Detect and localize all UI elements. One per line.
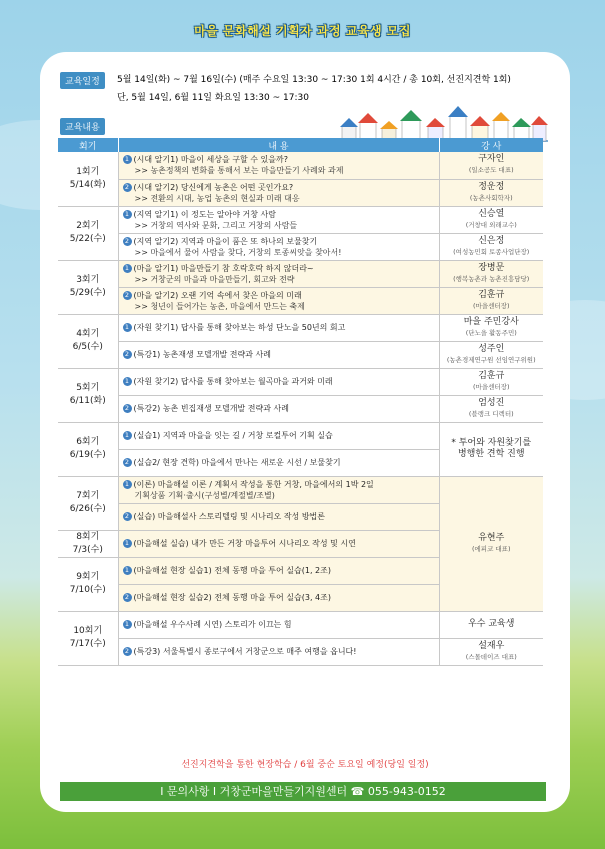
content-cell <box>118 530 439 557</box>
field-trip-note: 선진지견학을 통한 현장학습 / 6월 중순 토요일 예정(당일 일정) <box>181 760 429 770</box>
lecturer-cell <box>439 260 543 287</box>
lecturer-affiliation: 병행한 견학 진행 <box>457 449 525 459</box>
content-title: (자원 찾기1) 답사를 통해 찾아보는 하성 단노을 50년의 회고 <box>133 323 346 332</box>
content-title: (실습1) 지역과 마을을 잇는 길 / 거창 로컬투어 기획 실습 <box>133 431 333 440</box>
round-date: 5/29(수) <box>69 288 106 298</box>
content-title: (실습2/ 현장 견학) 마을에서 만나는 새로운 시선 / 보물찾기 <box>133 458 341 467</box>
content-cell <box>118 395 439 422</box>
lecturer-cell <box>439 368 543 395</box>
table-row <box>58 476 543 503</box>
round-cell <box>58 260 118 314</box>
contact-bar: I 문의사항 I 거창군마을만들기지원센터 ☎ 055-943-0152 <box>60 782 546 801</box>
content-title: (지역 알기2) 지역과 마을이 품은 또 하나의 보물찾기 <box>133 236 318 246</box>
content-subtitle: >> 마을에서 물어 사람을 찾다, 거창의 토종씨앗을 찾아서! <box>134 247 342 257</box>
item-number-badge: 1 <box>123 480 132 489</box>
content-cell <box>118 179 439 206</box>
lecturer-name: 신은정 <box>478 235 505 246</box>
lecturer-cell <box>439 341 543 368</box>
item-number-badge: 1 <box>123 620 132 629</box>
item-number-badge: 1 <box>123 566 132 575</box>
item-number-badge: 2 <box>123 647 132 656</box>
content-main-line <box>123 290 435 301</box>
lecturer-name: 유현주 <box>478 532 505 543</box>
item-number-badge: 1 <box>123 323 132 332</box>
round-cell <box>58 206 118 260</box>
lecturer-affiliation: (농촌경제연구원 선임연구위원) <box>446 355 536 364</box>
round-date: 7/3(수) <box>72 544 103 555</box>
lecturer-name: 구자인 <box>478 154 505 165</box>
table-row <box>58 611 543 638</box>
round-label: 7회기 <box>76 491 100 501</box>
schedule-line-2: 단, 5월 14일, 6월 11일 화요일 13:30 ~ 17:30 <box>117 93 309 103</box>
lecturer-affiliation: (거창대 외래교수) <box>465 220 517 229</box>
content-cell <box>118 287 439 314</box>
item-number-badge: 2 <box>123 183 132 192</box>
content-title: (자원 찾기2) 답사를 통해 찾아보는 월곡마을 과거와 미래 <box>133 377 333 386</box>
table-row <box>58 395 543 422</box>
content-main-line <box>123 479 435 490</box>
content-subtitle: >> 거창군의 마을과 마을만들기, 회고와 전략 <box>134 274 295 284</box>
round-cell <box>58 611 118 665</box>
content-cell <box>118 233 439 260</box>
content-main-line <box>123 619 435 630</box>
round-label: 2회기 <box>76 221 100 231</box>
item-number-badge: 1 <box>123 539 132 548</box>
item-number-badge: 2 <box>123 458 132 467</box>
table-row <box>58 368 543 395</box>
lecturer-affiliation: (농촌사회학자) <box>469 193 513 202</box>
lecturer-name: 우수 교육생 <box>468 619 515 629</box>
content-title: (마을 알기1) 마을만들기 참 호락호락 하지 않더라~ <box>133 263 314 273</box>
round-date: 6/5(수) <box>72 342 103 352</box>
content-cell <box>118 422 439 449</box>
round-cell <box>58 557 118 611</box>
content-main-line <box>123 349 435 360</box>
lecturer-cell <box>439 152 543 179</box>
round-cell <box>58 152 118 206</box>
content-cell <box>118 260 439 287</box>
item-number-badge: 1 <box>123 155 132 164</box>
content-main-line <box>123 646 435 657</box>
content-main-line <box>123 322 435 333</box>
table-row <box>58 314 543 341</box>
table-row <box>58 287 543 314</box>
item-number-badge: 2 <box>123 512 132 521</box>
page-title: 마을 문화해설 기획자 과정 교육생 모집 <box>194 24 411 38</box>
content-main-line <box>123 182 435 193</box>
content-title: (마을해설 현장 실습2) 전체 동행 마을 투어 실습(3, 4조) <box>133 593 331 602</box>
item-number-badge: 2 <box>123 237 132 246</box>
curriculum-table <box>58 138 543 666</box>
village-houses-illustration <box>338 100 548 142</box>
header-round: 회기 <box>58 138 118 152</box>
lecturer-cell <box>439 233 543 260</box>
content-title: (실습) 마을해설사 스토리텔링 및 시나리오 작성 방법론 <box>133 512 326 521</box>
round-label: 6회기 <box>76 437 100 447</box>
content-cell <box>118 206 439 233</box>
content-title: (시대 알기1) 마을이 세상을 구할 수 있을까? <box>133 155 288 165</box>
content-main-line <box>123 236 435 247</box>
lecturer-cell <box>439 179 543 206</box>
content-title: (특강2) 농촌 빈집재생 모델개발 전략과 사례 <box>133 404 289 413</box>
round-label: 3회기 <box>76 275 100 285</box>
lecturer-name: 설재우 <box>478 640 505 651</box>
round-date: 6/19(수) <box>69 450 106 460</box>
round-label: 1회기 <box>76 166 100 177</box>
content-cell <box>118 341 439 368</box>
content-main-line <box>123 592 435 603</box>
lecturer-affiliation: (블랭크 디렉터) <box>468 409 514 418</box>
round-cell <box>58 530 118 557</box>
header-content: 내 용 <box>118 138 439 152</box>
item-number-badge: 2 <box>123 350 132 359</box>
schedule-line-1: 5월 14일(화) ~ 7월 16일(수) (매주 수요일 13:30 ~ 17:30 1회 4시간 / 총 10회, 선진지견학 1회) <box>117 75 511 85</box>
table-row <box>58 206 543 233</box>
content-title: (특강3) 서울특별시 종로구에서 거창군으로 매주 여행을 옵니다! <box>133 647 357 656</box>
round-date: 6/26(수) <box>69 504 106 514</box>
header-lecturer: 강 사 <box>439 138 543 152</box>
lecturer-name: 신승열 <box>478 208 505 219</box>
content-main-line <box>123 430 435 441</box>
table-row <box>58 422 543 449</box>
lecturer-cell <box>439 395 543 422</box>
content-cell <box>118 368 439 395</box>
content-main-line <box>123 565 435 576</box>
lecturer-name: 장병문 <box>478 262 505 273</box>
content-main-line <box>123 538 435 549</box>
round-label: 4회기 <box>76 329 100 339</box>
content-subtitle: >> 청년이 들어가는 농촌, 마을에서 만드는 축제 <box>134 301 305 311</box>
lecturer-name: 마을 주민강사 <box>463 316 519 327</box>
lecturer-cell <box>439 422 543 476</box>
lecturer-name: 김훈규 <box>478 289 505 300</box>
content-cell <box>118 476 439 503</box>
content-main-line <box>123 457 435 468</box>
table-row <box>58 260 543 287</box>
round-label: 8회기 <box>76 531 100 542</box>
content-cell <box>118 314 439 341</box>
item-number-badge: 2 <box>123 291 132 300</box>
content-main-line <box>123 376 435 387</box>
content-cell <box>118 611 439 638</box>
round-date: 6/11(화) <box>69 396 106 406</box>
item-number-badge: 2 <box>123 593 132 602</box>
lecturer-name: 성주인 <box>478 343 505 354</box>
lecturer-name: 김훈규 <box>478 370 505 381</box>
lecturer-affiliation: (일소공도 대표) <box>468 166 514 175</box>
item-number-badge: 1 <box>123 377 132 386</box>
table-row <box>58 638 543 665</box>
round-cell <box>58 368 118 422</box>
lecturer-cell <box>439 314 543 341</box>
content-cell <box>118 152 439 179</box>
lecturer-affiliation: (여성농민회 토종사업단장) <box>453 247 530 256</box>
content-title: (마을 알기2) 오랜 기억 속에서 찾은 마을의 미래 <box>133 290 302 300</box>
content-title: (특강1) 농촌재생 모델개발 전략과 사례 <box>133 350 271 359</box>
round-date: 5/14(화) <box>69 179 106 190</box>
content-subtitle: >> 거창의 역사와 문화, 그리고 거창의 사람들 <box>134 220 298 230</box>
round-label: 5회기 <box>76 383 100 393</box>
content-title: (마을해설 우수사례 시연) 스토리가 이끄는 힘 <box>133 620 292 629</box>
lecturer-name: 엄성진 <box>478 397 505 408</box>
lecturer-affiliation: (마을센터장) <box>473 301 510 310</box>
content-main-line <box>123 511 435 522</box>
content-badge: 교육내용 <box>60 118 105 135</box>
round-date: 7/17(수) <box>69 639 106 649</box>
content-subtitle: >> 전환의 시대, 농업 농촌의 현실과 미래 대응 <box>134 193 300 203</box>
content-title: (마을해설 현장 실습1) 전체 동행 마을 투어 실습(1, 2조) <box>133 566 331 575</box>
content-main-line <box>123 403 435 414</box>
round-label: 10회기 <box>73 626 103 636</box>
round-cell <box>58 314 118 368</box>
item-number-badge: 2 <box>123 404 132 413</box>
lecturer-affiliation: (에피코 대표) <box>471 544 511 553</box>
content-title: (지역 알기1) 이 정도는 알아야 거창 사람 <box>133 209 277 219</box>
content-cell <box>118 557 439 584</box>
lecturer-cell <box>439 287 543 314</box>
lecturer-cell <box>439 206 543 233</box>
lecturer-cell <box>439 638 543 665</box>
content-title: (마을해설 실습) 내가 만든 거창 마을투어 시나리오 작성 및 시연 <box>133 539 356 548</box>
lecturer-affiliation: (행복농촌과 농촌진흥담당) <box>453 274 530 283</box>
lecturer-cell <box>439 476 543 611</box>
content-cell <box>118 584 439 611</box>
content-main-line <box>123 154 435 165</box>
round-date: 5/22(수) <box>69 234 106 244</box>
round-label: 9회기 <box>76 572 100 582</box>
lecturer-name: 정운정 <box>478 181 505 192</box>
content-main-line <box>123 209 435 220</box>
table-row <box>58 341 543 368</box>
content-cell <box>118 449 439 476</box>
round-cell <box>58 422 118 476</box>
lecturer-affiliation: (스몰데이즈 대표) <box>465 652 517 661</box>
item-number-badge: 1 <box>123 210 132 219</box>
content-cell <box>118 503 439 530</box>
content-subtitle: >> 농촌정책의 변화를 통해서 보는 마을만들기 사례와 과제 <box>134 166 344 176</box>
item-number-badge: 1 <box>123 264 132 273</box>
lecturer-affiliation: (단노을 활동주민) <box>465 328 517 337</box>
lecturer-name: * 투어와 자원찾기를 <box>451 438 532 448</box>
content-title: (이론) 마을해설 이론 / 계획서 작성을 통한 거창, 마을에서의 1박 2일 <box>133 479 374 489</box>
lecturer-affiliation: (마을센터장) <box>473 382 510 391</box>
content-cell <box>118 638 439 665</box>
lecturer-cell <box>439 611 543 638</box>
table-row <box>58 233 543 260</box>
round-cell <box>58 476 118 530</box>
item-number-badge: 1 <box>123 431 132 440</box>
schedule-badge: 교육일정 <box>60 72 105 89</box>
round-date: 7/10(수) <box>69 585 106 595</box>
content-subtitle: 기획상품 기획·출시(구성별/계절별/조별) <box>134 490 275 500</box>
content-main-line <box>123 263 435 274</box>
content-title: (시대 알기2) 당신에게 농촌은 어떤 곳인가요? <box>133 182 294 192</box>
table-row <box>58 152 543 179</box>
table-row <box>58 179 543 206</box>
